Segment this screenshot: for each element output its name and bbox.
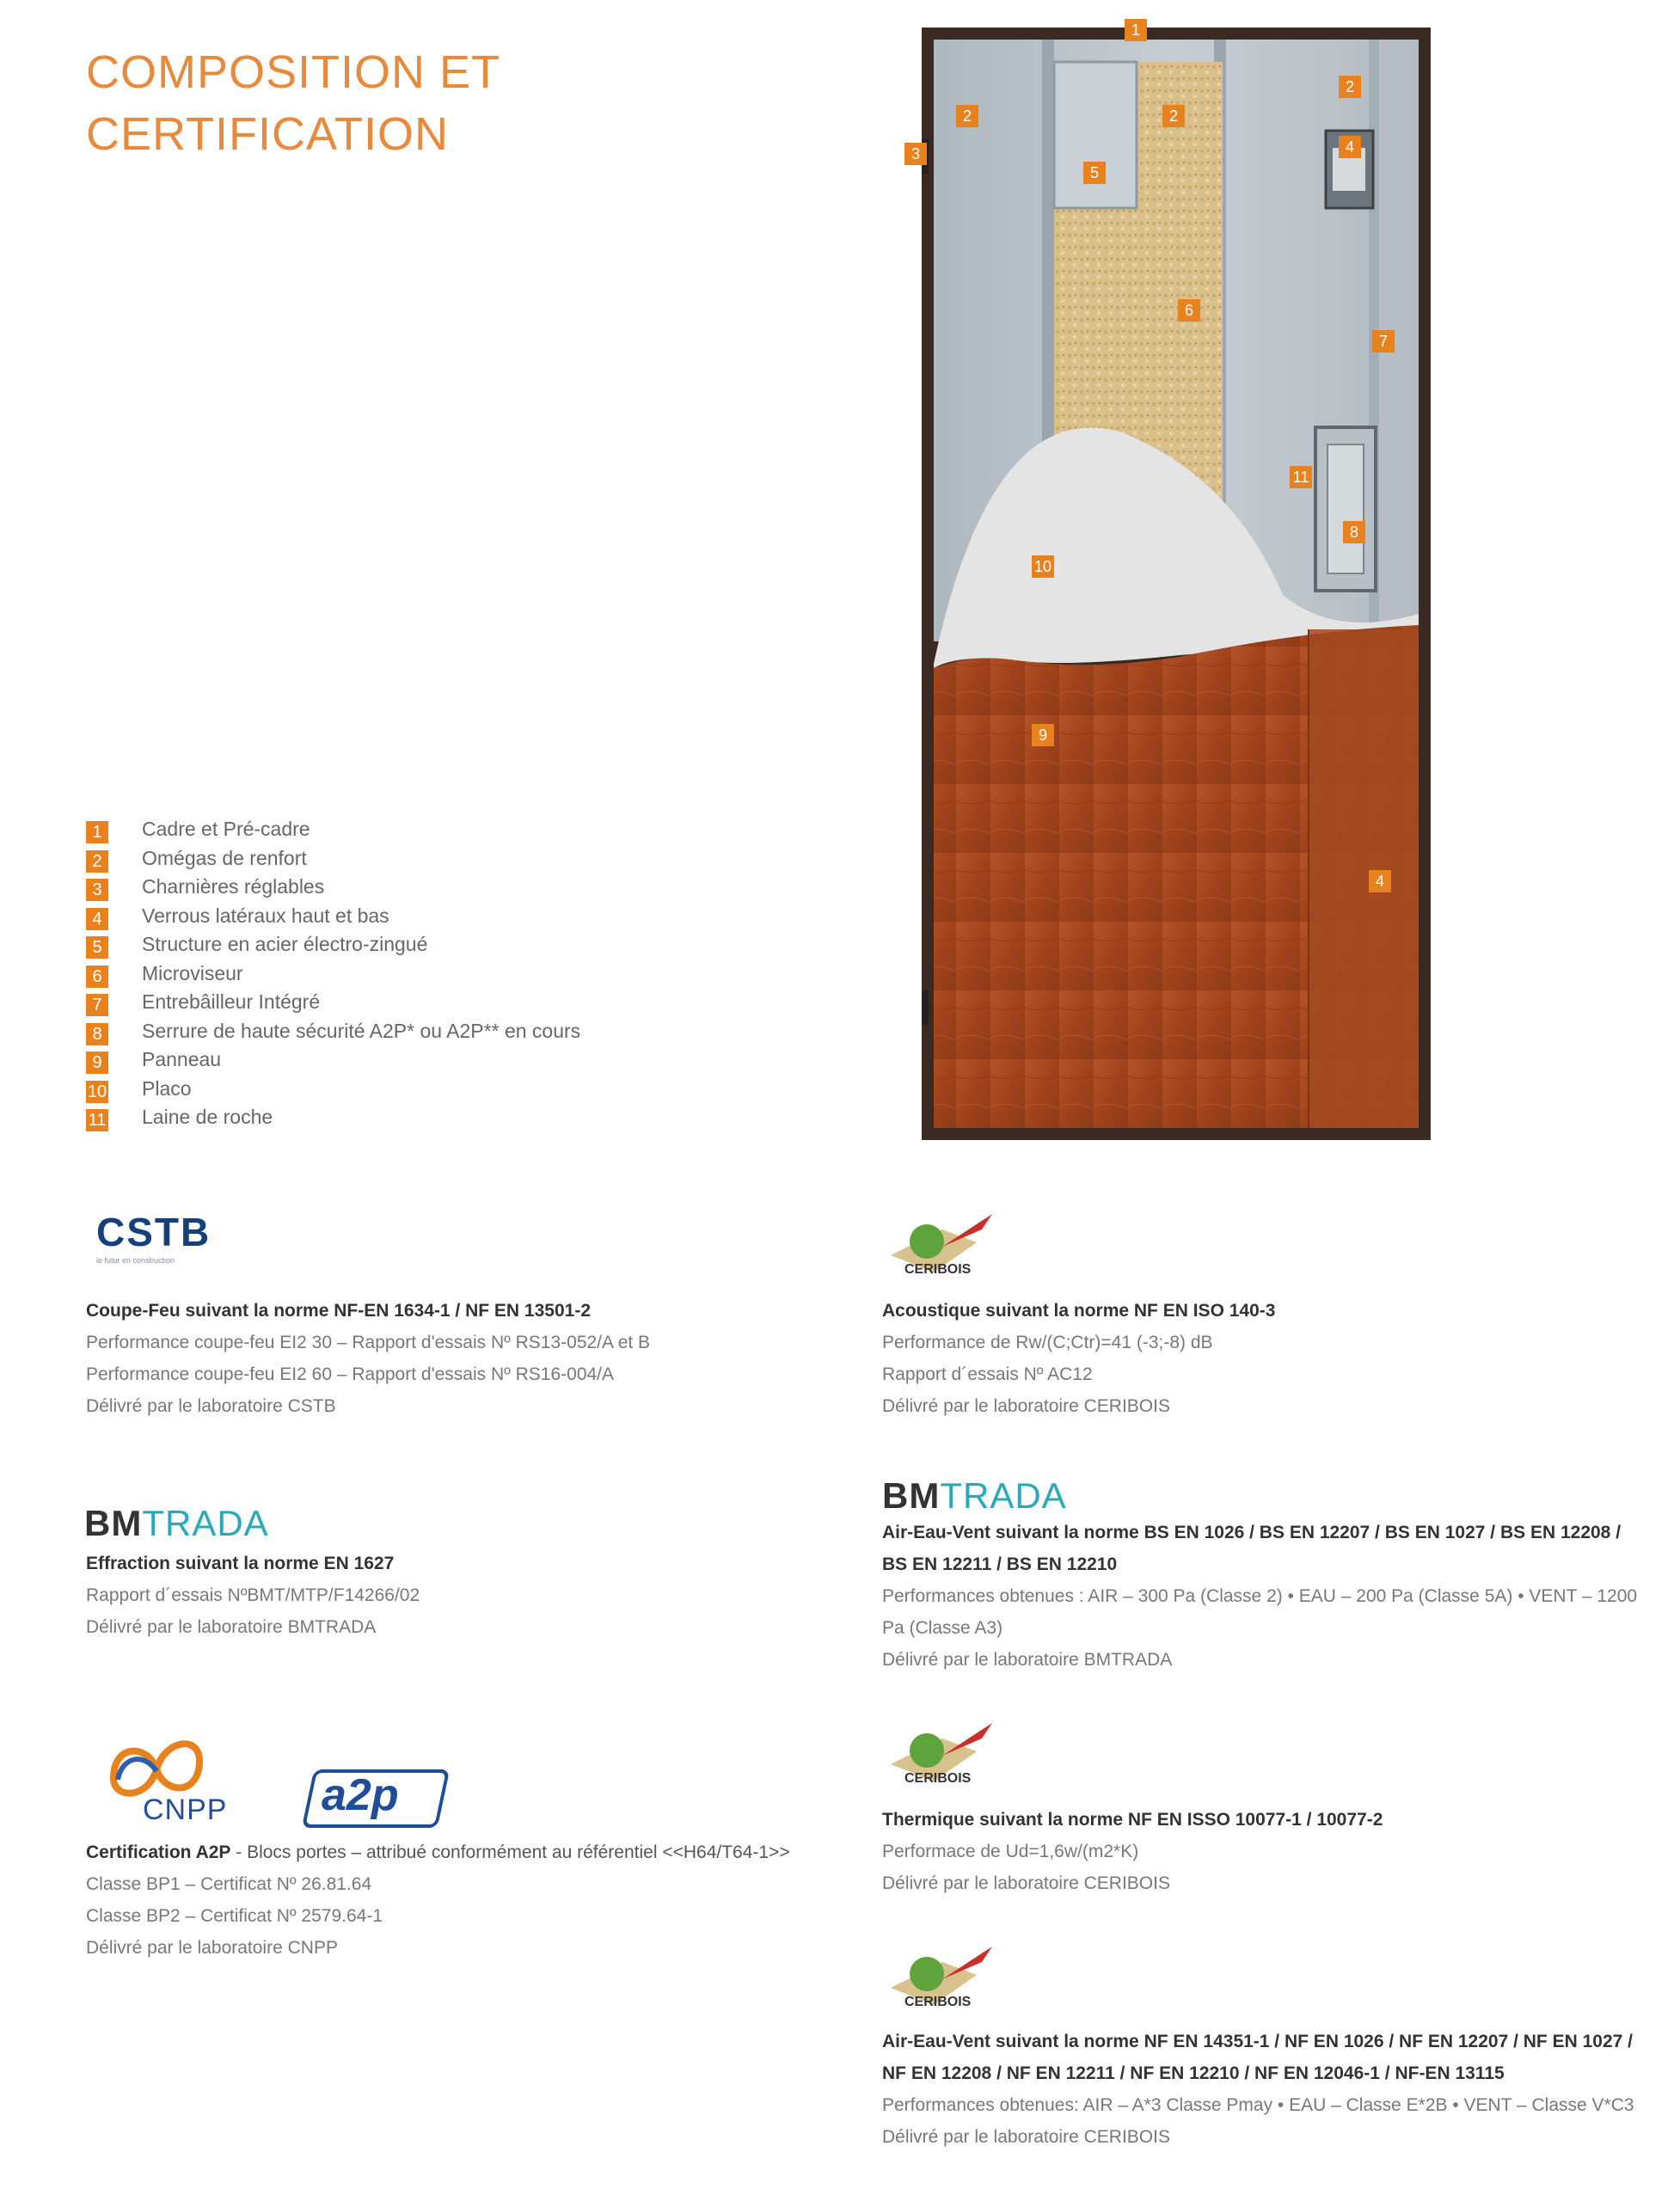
marker-2b: 2 (1162, 105, 1185, 127)
marker-5: 5 (1083, 162, 1106, 184)
cstb-logo-tagline: le futur en construction (96, 1256, 175, 1265)
legend-label: Cadre et Pré-cadre (142, 818, 310, 840)
legend-number: 10 (87, 1082, 107, 1101)
cert-air-water-wind-bs (882, 1517, 1639, 1676)
legend-item (86, 960, 705, 990)
legend-item (86, 845, 705, 874)
legend-item (86, 1076, 705, 1105)
cert-fire-heading: Coupe-Feu suivant la norme NF-EN 1634-1 / NF EN 13501-2 (86, 1301, 591, 1321)
marker-7: 7 (1372, 330, 1395, 353)
bmtrada-logo-bm: BM (84, 1503, 143, 1543)
cert-aev1-line: Délivré par le laboratoire BMTRADA (882, 1650, 1173, 1670)
marker-2a: 2 (956, 105, 978, 127)
cert-aev1-line: Performances obtenues : AIR – 300 Pa (Classe 2) • EAU – 200 Pa (Classe 5A) • VENT – 1200 Pa (Classe A3) (882, 1586, 1638, 1638)
cert-aev2-heading: Air-Eau-Vent suivant la norme NF EN 14351-1 / NF EN 1026 / NF EN 12207 / NF EN 1027 / NF EN 12208 / NF EN 12211 / NF EN 12210 / NF EN 12046-1 / NF-EN 13115 (882, 2032, 1633, 2083)
marker-2c: 2 (1339, 76, 1361, 98)
bmtrada-logo-bm: BM (882, 1475, 941, 1516)
title-line-2: CERTIFICATION (86, 108, 450, 160)
ceribois-logo-text: CERIBOIS (904, 1262, 972, 1277)
cert-a2p-heading (86, 1836, 860, 1868)
cert-acoustic-line: Performance de Rw/(C;Ctr)=41 (-3;-8) dB (882, 1333, 1213, 1352)
marker-11: 11 (1290, 466, 1312, 488)
legend-item (86, 1046, 705, 1076)
legend-label: Placo (142, 1076, 192, 1100)
cert-thermal-line: Délivré par le laboratoire CERIBOIS (882, 1873, 1170, 1893)
bmtrada-logo-trada: TRADA (142, 1503, 269, 1543)
cert-a2p (86, 1836, 860, 1964)
cert-a2p-line: Classe BP2 – Certificat Nº 2579.64-1 (86, 1906, 383, 1926)
legend-label: Structure en acier électro-zingué (142, 933, 428, 955)
legend-item (86, 931, 705, 960)
cert-thermal (882, 1804, 1639, 1899)
marker-3: 3 (904, 143, 927, 165)
cstb-logo-text: CSTB (96, 1210, 212, 1254)
cert-aev2-line: Délivré par le laboratoire CERIBOIS (882, 2127, 1170, 2147)
marker-1: 1 (1125, 19, 1147, 41)
cert-a2p-heading-rest: - Blocs portes – attribué conformément au référentiel <<H64/T64-1>> (230, 1842, 790, 1862)
legend-item (86, 1104, 705, 1133)
cert-burglary-line: Rapport d´essais NºBMT/MTP/F14266/02 (86, 1585, 420, 1605)
ceribois-logo-text: CERIBOIS (904, 1995, 972, 2009)
legend-number: 1 (86, 821, 108, 843)
cert-fire-line: Performance coupe-feu EI2 60 – Rapport d'essais Nº RS16-004/A (86, 1364, 615, 1384)
a2p-logo-text: a2p (322, 1770, 399, 1820)
legend-label: Laine de roche (142, 1106, 273, 1128)
bmtrada-logo (84, 1503, 269, 1544)
legend-label: Entrebâilleur Intégré (142, 990, 321, 1013)
bmtrada-logo (882, 1475, 1067, 1517)
cert-a2p-line: Délivré par le laboratoire CNPP (86, 1938, 338, 1958)
legend-label: Microviseur (142, 961, 243, 984)
marker-8: 8 (1343, 521, 1365, 543)
cert-fire (86, 1295, 843, 1422)
cert-air-water-wind-nf (882, 2026, 1639, 2153)
legend-item (86, 1018, 705, 1047)
legend-label: Serrure de haute sécurité A2P* ou A2P** en cours (142, 1019, 581, 1042)
legend-label: Verrous latéraux haut et bas (142, 904, 389, 927)
cert-acoustic-line: Rapport d´essais Nº AC12 (882, 1364, 1093, 1384)
legend-number: 2 (86, 850, 108, 873)
legend-item (86, 903, 705, 932)
title-line-1: COMPOSITION ET (86, 46, 501, 98)
cert-burglary-line: Délivré par le laboratoire BMTRADA (86, 1617, 377, 1637)
legend-item (86, 816, 705, 845)
legend-label: Panneau (142, 1048, 222, 1070)
legend-number: 9 (86, 1051, 108, 1074)
cert-burglary-heading: Effraction suivant la norme EN 1627 (86, 1554, 395, 1573)
cert-acoustic-line: Délivré par le laboratoire CERIBOIS (882, 1396, 1170, 1416)
ceribois-logo-text: CERIBOIS (904, 1771, 972, 1786)
cstb-logo (96, 1210, 268, 1270)
marker-4-bottom: 4 (1369, 870, 1391, 892)
cert-a2p-heading-bold: Certification A2P (86, 1842, 231, 1862)
legend-label: Omégas de renfort (142, 846, 307, 869)
cnpp-logo-text: CNPP (143, 1793, 228, 1826)
cert-fire-line: Performance coupe-feu EI2 30 – Rapport d'essais Nº RS13-052/A et B (86, 1333, 651, 1352)
legend-number: 4 (86, 908, 108, 930)
ceribois-logo (882, 1936, 1002, 2022)
marker-4-top: 4 (1339, 136, 1361, 158)
legend-number: 11 (86, 1109, 108, 1131)
legend-item (86, 874, 705, 903)
marker-10: 10 (1032, 555, 1054, 578)
marker-6: 6 (1178, 299, 1200, 322)
cert-aev1-heading: Air-Eau-Vent suivant la norme BS EN 1026 / BS EN 12207 / BS EN 1027 / BS EN 12208 / BS EN 12211 / BS EN 12210 (882, 1523, 1622, 1574)
cert-acoustic (882, 1295, 1639, 1422)
ceribois-logo (882, 1204, 1002, 1290)
component-legend (86, 816, 705, 1133)
cnpp-a2p-logos (96, 1726, 457, 1830)
legend-number: 5 (86, 936, 108, 959)
cert-aev2-line: Performances obtenues: AIR – A*3 Classe Pmay • EAU – Classe E*2B • VENT – Classe V*C3 (882, 2095, 1634, 2115)
door-illustration (911, 21, 1431, 1140)
marker-9: 9 (1032, 724, 1054, 746)
bmtrada-logo-trada: TRADA (940, 1475, 1067, 1516)
cert-thermal-heading: Thermique suivant la norme NF EN ISSO 10077-1 / 10077-2 (882, 1810, 1383, 1830)
cert-burglary (86, 1548, 843, 1643)
cert-thermal-line: Performace de Ud=1,6w/(m2*K) (882, 1842, 1139, 1861)
page-title (86, 41, 500, 165)
legend-item (86, 989, 705, 1018)
legend-number: 6 (86, 966, 108, 988)
cert-a2p-line: Classe BP1 – Certificat Nº 26.81.64 (86, 1874, 372, 1894)
legend-label: Charnières réglables (142, 875, 325, 898)
cert-acoustic-heading: Acoustique suivant la norme NF EN ISO 140-3 (882, 1301, 1276, 1321)
legend-number: 3 (86, 879, 108, 901)
cert-fire-line: Délivré par le laboratoire CSTB (86, 1396, 336, 1416)
legend-number: 8 (86, 1023, 108, 1045)
legend-number: 7 (86, 994, 108, 1016)
ceribois-logo (882, 1713, 1002, 1799)
door-cutaway-svg (922, 28, 1431, 1140)
